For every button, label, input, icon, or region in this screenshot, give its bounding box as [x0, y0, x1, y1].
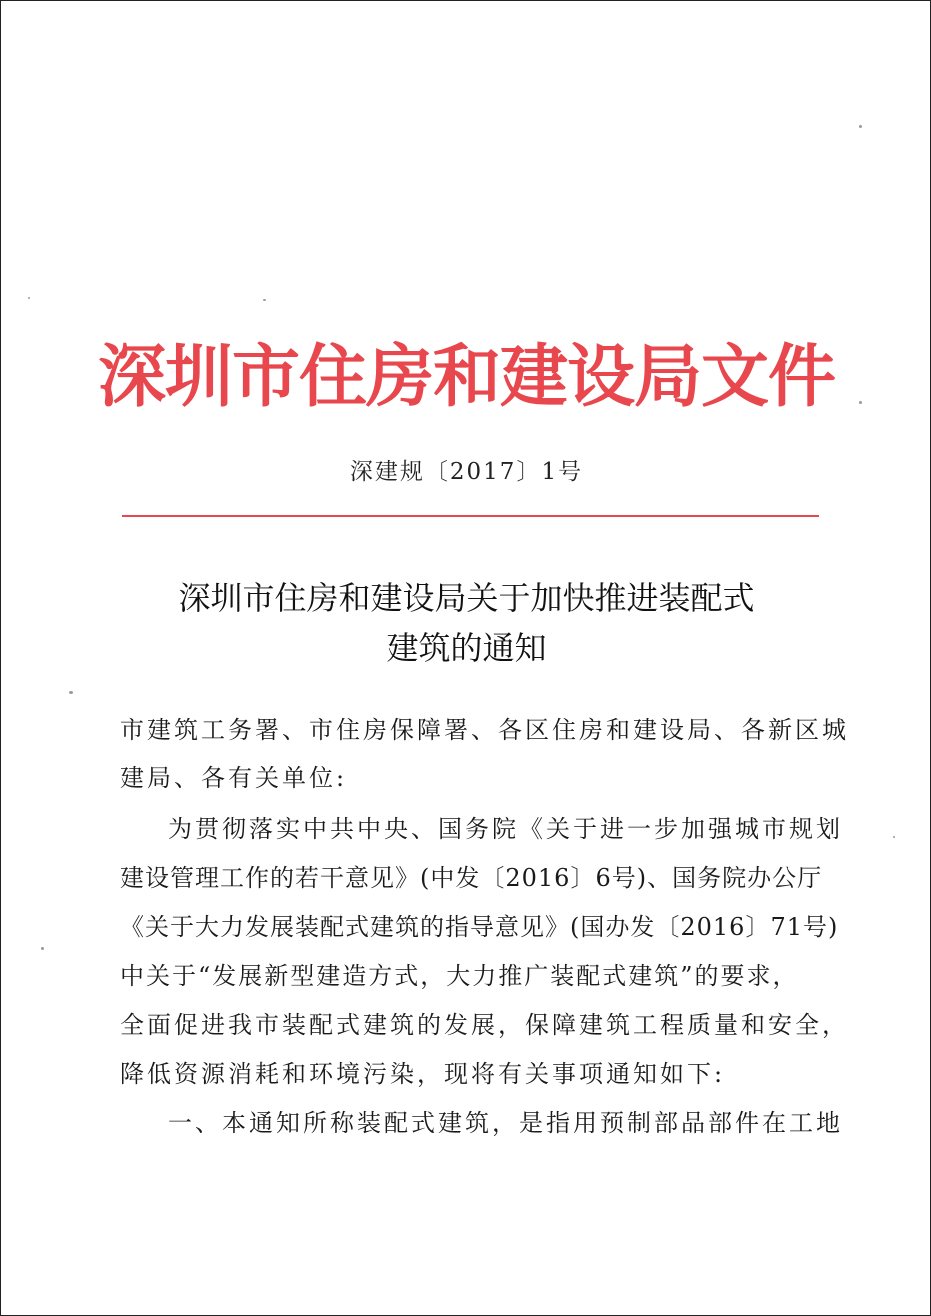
body-line-4: 建设管理工作的若干意见》(中发〔2016〕6号)、国务院办公厅 [120, 864, 823, 892]
body-line-5: 《关于大力发展装配式建筑的指导意见》(国办发〔2016〕71号) [120, 913, 839, 941]
body-line-6: 中关于“发展新型建造方式，大力推广装配式建筑”的要求， [120, 962, 799, 990]
document-number: 深建规〔2017〕1号 [349, 459, 584, 485]
org-header-title: 深圳市住房和建设局文件 [97, 337, 835, 417]
scan-speck [69, 691, 73, 694]
body-line-1: 市建筑工务署、市住房保障署、各区住房和建设局、各新区城 [120, 716, 849, 744]
red-divider-line [122, 515, 819, 517]
scan-speck [859, 401, 862, 404]
body-line-9: 一、本通知所称装配式建筑，是指用预制部品部件在工地 [168, 1109, 843, 1137]
body-line-7: 全面促进我市装配式建筑的发展，保障建筑工程质量和安全， [120, 1011, 849, 1039]
scan-speck [41, 947, 44, 950]
notice-title-line-1: 深圳市住房和建设局关于加快推进装配式 [178, 579, 755, 617]
body-line-3: 为贯彻落实中共中央、国务院《关于进一步加强城市规划 [168, 815, 843, 843]
scan-speck [859, 125, 862, 128]
notice-title-line-2: 建筑的通知 [386, 629, 547, 667]
body-line-8: 降低资源消耗和环境污染，现将有关事项通知如下: [120, 1060, 726, 1088]
body-line-2: 建局、各有关单位: [120, 764, 348, 792]
scan-speck [28, 297, 30, 299]
scan-speck [893, 836, 895, 838]
scan-speck [263, 299, 266, 301]
